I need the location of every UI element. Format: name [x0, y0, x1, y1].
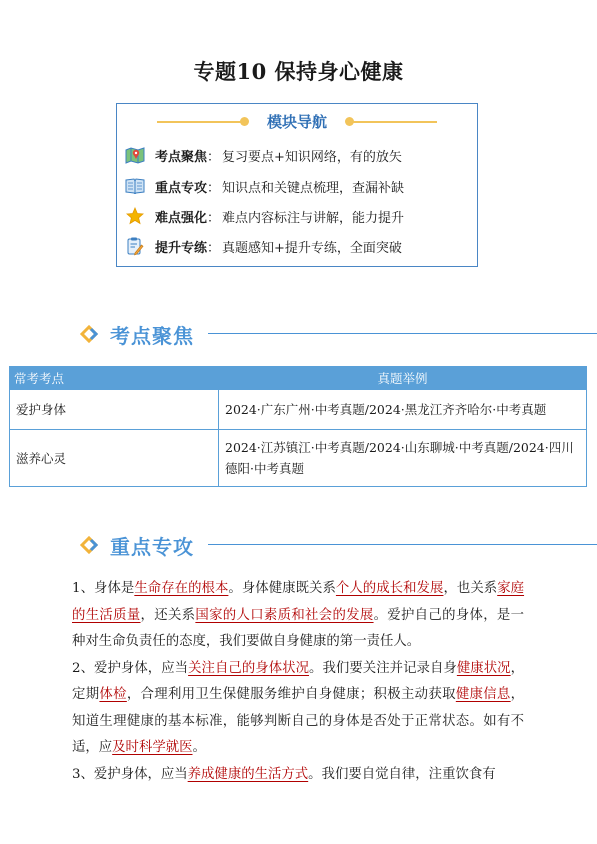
- nav-item-zhongdian[interactable]: [125, 176, 404, 196]
- section-rule: [208, 333, 597, 334]
- nav-item-label: 重点专攻: [155, 180, 208, 196]
- highlighted-term: 健康信息: [455, 687, 511, 702]
- book-icon: [125, 176, 145, 196]
- nav-item-kaodian[interactable]: [125, 145, 402, 165]
- nav-item-colon: ：: [207, 180, 221, 196]
- clipboard-pencil-icon: [125, 236, 145, 256]
- key-point-paragraph: [72, 762, 524, 789]
- highlighted-term: 国家的人口素质和社会的发展: [195, 607, 374, 623]
- paragraph-text: 2、爱护身体，应当: [72, 660, 189, 676]
- paragraph-text: ，也关系: [443, 581, 498, 596]
- highlighted-term: 个人的成长和发展: [335, 581, 444, 596]
- nav-item-label: 难点强化: [155, 210, 208, 226]
- key-points-text: [72, 576, 524, 788]
- double-chevron-icon: [80, 536, 104, 554]
- nav-item-label: 提升专练: [155, 240, 208, 256]
- paragraph-text: 3、爱护身体，应当: [72, 766, 188, 782]
- module-navigation-box: [116, 103, 478, 267]
- key-point-paragraph: [72, 656, 524, 762]
- table-header-row: [10, 367, 587, 390]
- table-row: [10, 390, 587, 430]
- table-row: [10, 430, 587, 487]
- section-rule: [208, 544, 597, 545]
- nav-title: 模块导航: [266, 113, 327, 131]
- paragraph-text: ，还关系: [140, 607, 196, 623]
- highlighted-term: 体检: [99, 687, 127, 702]
- paragraph-text: 。我们要关注并记录自身: [309, 660, 457, 676]
- section-header-kaodian: [80, 320, 597, 348]
- nav-item-colon: ：: [207, 149, 221, 165]
- highlighted-term: 健康状况: [456, 660, 511, 676]
- nav-item-nandian[interactable]: [125, 206, 404, 226]
- exam-points-table: [9, 366, 587, 487]
- star-icon: [125, 206, 145, 226]
- section-title: 考点聚焦: [110, 324, 194, 348]
- highlighted-term: 家庭的生活质量: [72, 581, 525, 623]
- paragraph-text: 。爱护自己的身体，是一种对生命负责任的态度，我们要做自身健康的第一责任人。: [72, 607, 525, 649]
- page-title: 专题10 保持身心健康: [193, 59, 404, 84]
- key-point-paragraph: [72, 576, 524, 656]
- paragraph-text: 。身体健康既关系: [228, 581, 336, 596]
- highlighted-term: 及时科学就医: [112, 740, 193, 755]
- nav-item-tisheng[interactable]: [125, 236, 402, 256]
- paragraph-text: 。: [192, 740, 206, 755]
- table-header-cell: 常考考点: [10, 367, 219, 390]
- highlighted-term: 养成健康的生活方式: [187, 766, 309, 782]
- nav-item-colon: ：: [207, 210, 221, 226]
- highlighted-term: 生命存在的根本: [134, 581, 229, 596]
- paragraph-text: 。我们要自觉自律，注重饮食有: [308, 766, 496, 782]
- nav-item-desc: 真题感知+提升专练，全面突破: [222, 240, 402, 256]
- section-title: 重点专攻: [110, 535, 194, 559]
- table-cell: 爱护身体: [10, 390, 219, 430]
- nav-item-desc: 难点内容标注与讲解，能力提升: [222, 210, 405, 226]
- paragraph-text: ，合理利用卫生保健服务维护自身健康；积极主动获取: [126, 687, 456, 702]
- nav-item-colon: ：: [207, 240, 221, 256]
- nav-header-right-line: [351, 121, 437, 123]
- table-cell: 2024·广东广州·中考真题/2024·黑龙江齐齐哈尔·中考真题: [219, 390, 587, 430]
- nav-item-desc: 知识点和关键点梳理，查漏补缺: [222, 180, 405, 196]
- double-chevron-icon: [80, 325, 104, 343]
- section-header-zhongdian: [80, 531, 597, 559]
- nav-item-label: 考点聚焦: [155, 149, 208, 165]
- map-pin-icon: [125, 145, 145, 165]
- nav-header: [117, 111, 477, 131]
- paragraph-text: ，知道生理健康的基本标准，能够判断自己的身体是否处于正常状态。如有不适，应: [72, 687, 525, 755]
- nav-item-desc: 复习要点+知识网络，有的放矢: [222, 149, 402, 165]
- paragraph-text: ，定期: [72, 660, 525, 702]
- highlighted-term: 关注自己的身体状况: [188, 660, 310, 676]
- table-cell: 2024·江苏镇江·中考真题/2024·山东聊城·中考真题/2024·四川德阳·中考真题: [219, 430, 587, 487]
- table-header-cell: 真题举例: [219, 367, 587, 390]
- paragraph-text: 1、身体是: [72, 581, 135, 596]
- table-cell: 滋养心灵: [10, 430, 219, 487]
